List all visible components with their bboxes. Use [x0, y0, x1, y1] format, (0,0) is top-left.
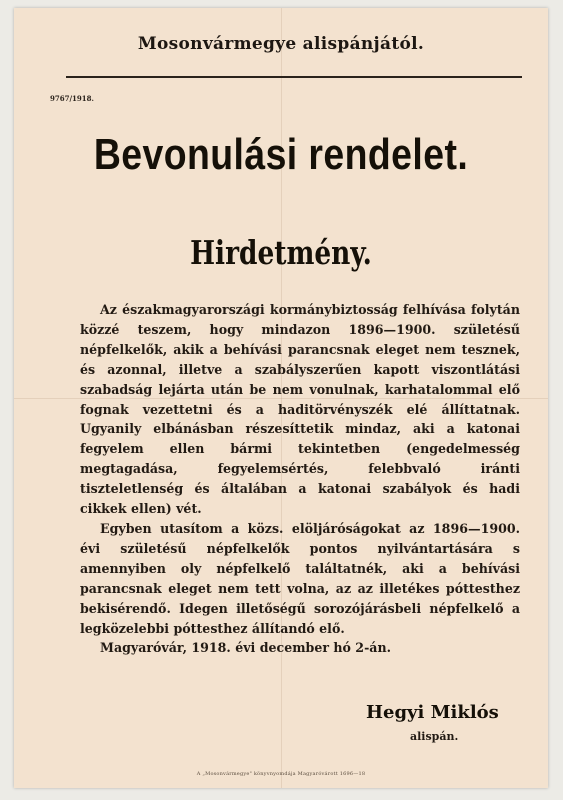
dateline: Magyaróvár, 1918. évi december hó 2-án. [100, 640, 391, 656]
document-subtitle: Hirdetmény. [190, 233, 372, 272]
signature-name: Hegyi Miklós [366, 702, 499, 723]
issuer-heading: Mosonvármegye alispánjától. [137, 34, 425, 54]
notice-body [80, 300, 520, 658]
body-paragraph-2: Egyben utasítom a közs. elöljáróságokat az 1896—1900. évi születésű népfelkelők pontos nyilvántartására s amennyiben oly népfelkelő találtatnék, aki a behívási parancsnak eleget nem tett volna, az az illetékes póttesthez bekisérendő. Idegen illetőségű sorozójárásbeli népfelkelő a legközelebbi póttesthez állítandó elő. [80, 520, 520, 636]
poster-sheet [14, 8, 548, 788]
reference-number: 9767/1918. [50, 94, 94, 103]
document-title: Bevonulási rendelet. [93, 130, 469, 179]
header-divider [66, 76, 522, 78]
signature-title: alispán. [410, 730, 459, 743]
printer-imprint: A „Mosonvármegye" könyvnyomdája Magyaróvárott 1696—18 [196, 771, 366, 777]
body-paragraph-1: Az északmagyarországi kormánybiztosság felhívása folytán közzé teszem, hogy mindazon 1896—1900. születésű népfelkelők, akik a behívási parancsnak eleget nem tesznek, és azonnal, illetve a szabályszerűen kapott viszontlátási szabadság lejárta után be nem vonulnak, karhatalommal elő fognak vezettetni és a haditörvényszék elé állíttatnak. Ugyanily elbánásban részesíttetik mindaz, aki a katonai fegyelem ellen bármi tekintetben (engedelmesség megtagadása, fegyelemsértés, felebbvaló iránti tiszteletlenség és általában a katonai szabályok és hadi cikkek ellen) vét. [80, 302, 520, 517]
